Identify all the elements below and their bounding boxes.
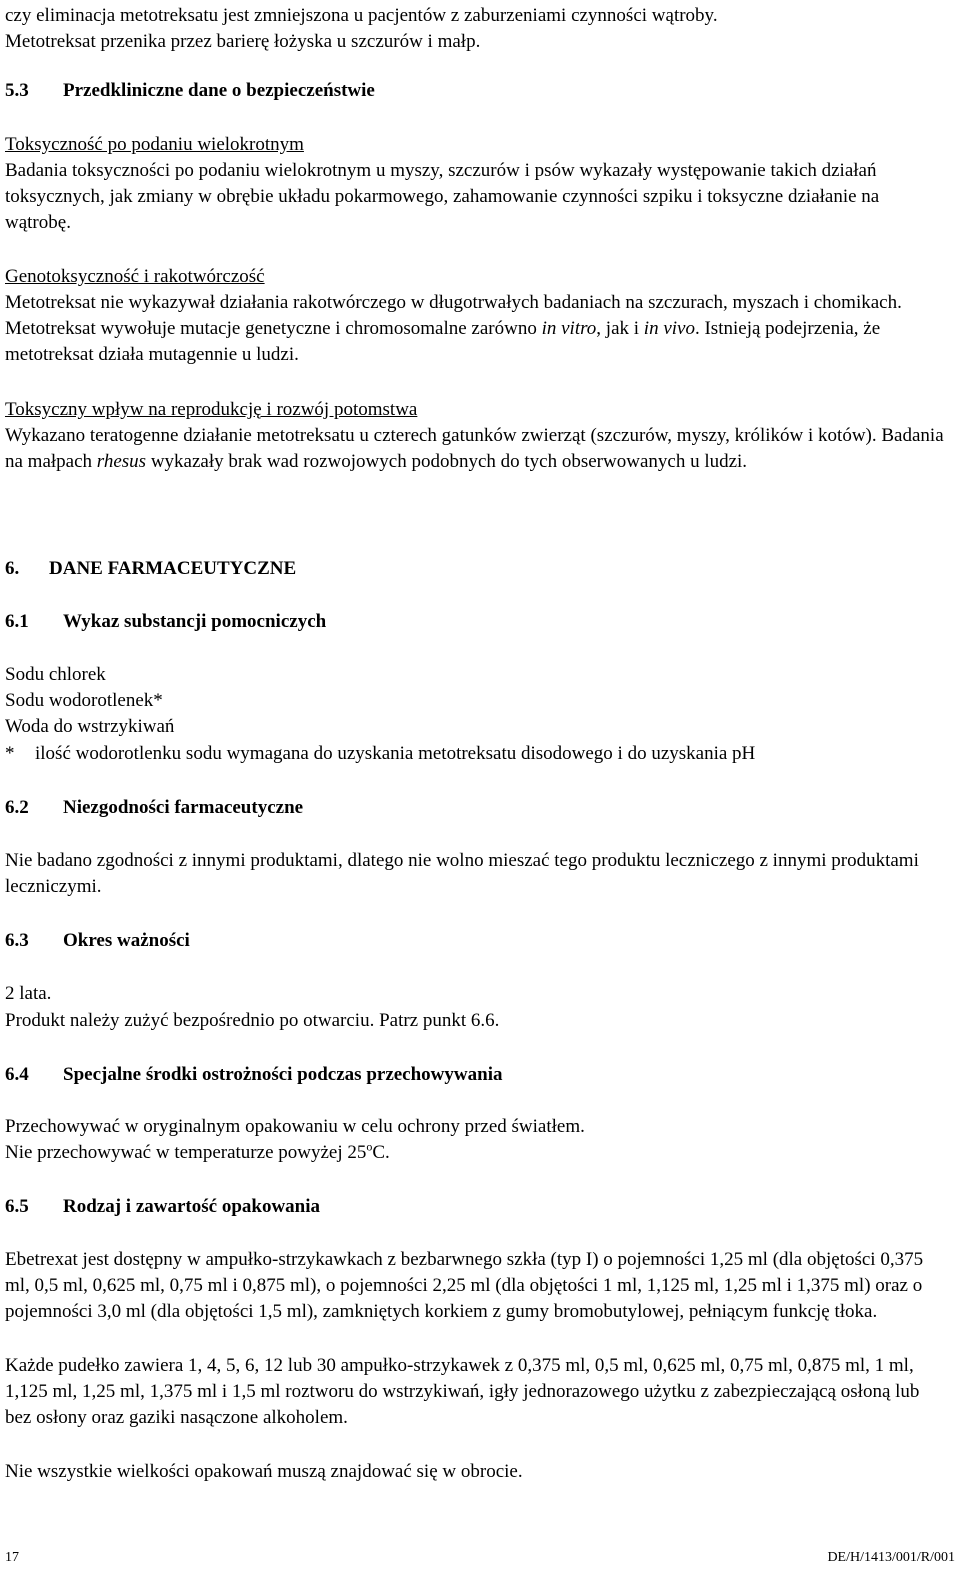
geno-text-b: , jak i (596, 318, 644, 339)
storage-temp-unit: C. (372, 1142, 390, 1163)
section-title: Okres ważności (63, 930, 190, 951)
section-title: Niezgodności farmaceutyczne (63, 797, 304, 818)
storage-line-1: Przechowywać w oryginalnym opakowaniu w celu ochrony przed światłem. (5, 1116, 585, 1137)
section-number: 6.5 (5, 1196, 29, 1217)
section-6-4-heading (5, 1062, 945, 1088)
excipient-footnote (5, 741, 945, 767)
excipient-item: Sodu chlorek (5, 664, 106, 685)
document-code: DE/H/1413/001/R/001 (827, 1550, 955, 1565)
section-number: 6.2 (5, 797, 29, 818)
intro-line-1: czy eliminacja metotreksatu jest zmniejszona u pacjentów z zaburzeniami czynności wątroby. (5, 5, 718, 26)
footnote-text: ilość wodorotlenku sodu wymagana do uzyskania metotreksatu disodowego i do uzyskania pH (35, 743, 756, 764)
tox-paragraph: Badania toksyczności po podaniu wielokrotnym u myszy, szczurów i psów wykazały występowanie takich działań toksycznych, jak zmiany w obrębie układu pokarmowego, zahamowanie czynności szpiku i toksyczne działanie na wątrobę. (5, 160, 880, 233)
packaging-paragraph-3: Nie wszystkie wielkości opakowań muszą znajdować się w obrocie. (5, 1461, 523, 1482)
section-6-3-heading (5, 928, 945, 954)
page-footer (5, 1549, 955, 1567)
geno-text-a: Metotreksat nie wykazywał działania rakotwórczego w długotrwałych badaniach na szczurach, myszach i chomikach. Metotreksat wywołuje mutacje genetyczne i chromosomalne zarówno (5, 292, 902, 339)
geno-subheading: Genotoksyczność i rakotwórczość (5, 266, 265, 287)
section-number: 5.3 (5, 80, 29, 101)
intro-line-2: Metotreksat przenika przez barierę łożyska u szczurów i małp. (5, 31, 481, 52)
packaging-paragraph-1: Ebetrexat jest dostępny w ampułko-strzykawkach z bezbarwnego szkła (typ I) o pojemności 1,25 ml (dla objętości 0,375 ml, 0,5 ml, 0,625 ml, 0,75 ml i 0,875 ml), o pojemności 2,25 ml (dla objętości 1 ml, 1,125 ml, 1,25 ml i 1,375 ml) oraz o pojemności 3,0 ml (dla objętości 1,5 ml), zamkniętych korkiem z gumy bromobutylowej, pełniącym funkcję tłoka. (5, 1249, 924, 1322)
repro-text-b: wykazały brak wad rozwojowych podobnych do tych obserwowanych u ludzi. (146, 451, 748, 472)
excipient-item: Sodu wodorotlenek* (5, 690, 163, 711)
section-title: DANE FARMACEUTYCZNE (49, 558, 297, 579)
section-title: Specjalne środki ostrożności podczas przechowywania (63, 1064, 503, 1085)
incompatibilities-paragraph: Nie badano zgodności z innymi produktami, dlatego nie wolno mieszać tego produktu leczniczego z innymi produktami leczniczymi. (5, 850, 919, 897)
shelf-life-line: 2 lata. (5, 983, 52, 1004)
section-number: 6.4 (5, 1064, 29, 1085)
section-title: Rodzaj i zawartość opakowania (63, 1196, 321, 1217)
repro-italic-rhesus: rhesus (96, 451, 147, 472)
section-title: Przedkliniczne dane o bezpieczeństwie (63, 80, 375, 101)
page-number: 17 (5, 1550, 19, 1565)
repro-paragraph (5, 423, 945, 475)
shelf-life-note: Produkt należy zużyć bezpośrednio po otwarciu. Patrz punkt 6.6. (5, 1010, 500, 1031)
section-6-1-heading (5, 609, 945, 635)
geno-paragraph (5, 290, 945, 368)
section-title: Wykaz substancji pomocniczych (63, 611, 327, 632)
section-number: 6. (5, 558, 20, 579)
storage-temp-text: Nie przechowywać w temperaturze powyżej 25 (5, 1142, 367, 1163)
geno-italic-in-vitro: in vitro (541, 318, 597, 339)
section-number: 6.3 (5, 930, 29, 951)
repro-text-a: Wykazano teratogenne działanie metotreksatu u czterech gatunków zwierząt (szczurów, myszy, królików i kotów). Badania na małpach (5, 425, 944, 472)
footnote-mark: * (5, 743, 15, 764)
section-6-heading (5, 556, 945, 582)
section-5-3-heading (5, 78, 945, 104)
packaging-paragraph-2: Każde pudełko zawiera 1, 4, 5, 6, 12 lub 30 ampułko-strzykawek z 0,375 ml, 0,5 ml, 0,625 ml, 0,75 ml, 0,875 ml, 1 ml, 1,125 ml, 1,25 ml, 1,375 ml i 1,5 ml roztworu do wstrzykiwań, igły jednorazowego użytku z zabezpieczającą osłoną lub bez osłony oraz gaziki nasączone alkoholem. (5, 1355, 920, 1428)
geno-text-c: . Istnieją podejrzenia, że metotreksat działa mutagennie u ludzi. (5, 318, 881, 365)
tox-subheading: Toksyczność po podaniu wielokrotnym (5, 134, 304, 155)
section-6-2-heading (5, 795, 945, 821)
section-6-5-heading (5, 1194, 945, 1220)
storage-line-2 (5, 1140, 945, 1166)
excipient-item: Woda do wstrzykiwań (5, 716, 175, 737)
geno-italic-in-vivo: in vivo (643, 318, 695, 339)
degree-sup: o (366, 1139, 373, 1154)
section-number: 6.1 (5, 611, 29, 632)
repro-subheading: Toksyczny wpływ na reprodukcję i rozwój potomstwa (5, 399, 418, 420)
